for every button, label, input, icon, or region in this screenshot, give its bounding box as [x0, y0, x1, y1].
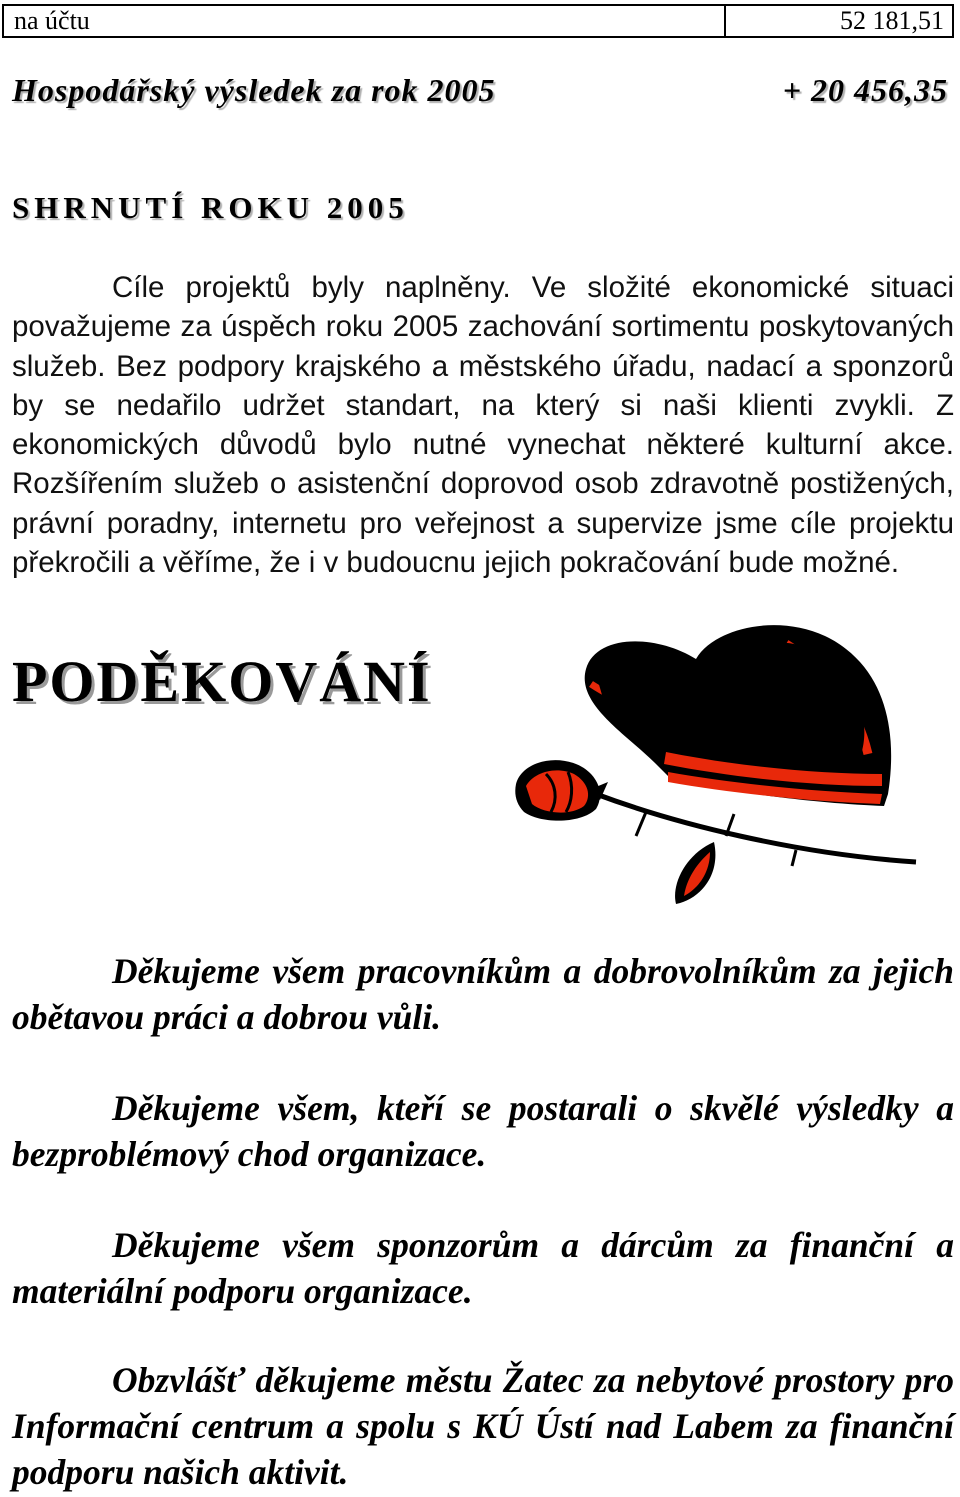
heart-box-rose-illustration [496, 614, 936, 914]
thanks-paragraph-city: Obzvlášť děkujeme městu Žatec za nebytové prostory pro Informační centrum a spolu s KÚ Ústí nad Labem za finanční podporu našich aktivit. [12, 1360, 954, 1492]
balance-value: 52 181,51 [840, 6, 944, 35]
summary-paragraph: Cíle projektů byly naplněny. Ve složité ekonomické situaci považujeme za úspěch roku 2005 zachování sortimentu poskytovaných služeb. Bez podpory krajského a městského úřadu, nadací a sponzorů by se nedařilo udržet standart, na který si naši klienti zvykli. Z ekonomických důvodů bylo nutné vynechat některé kulturní akce. Rozšířením služeb o asistenční doprovod osob zdravotně postižených, právní poradny, internetu pro veřejnost a supervize jsme cíle projektu překročili a věříme, že i v budoucnu jejich pokračování bude možné. [12, 271, 954, 580]
heart-box [585, 625, 891, 806]
thanks-paragraph-sponsors: Děkujeme všem sponzorům a dárcům za finanční a materiální podporu organizace. [12, 1225, 954, 1311]
economic-result-value: + 20 456,35 [782, 72, 948, 108]
economic-result-row [12, 72, 948, 112]
thanks-paragraph-staff: Děkujeme všem pracovníkům a dobrovolníkům za jejich obětavou práci a dobrou vůli. [12, 951, 954, 1037]
economic-result-label: Hospodářský výsledek za rok 2005 [12, 72, 496, 108]
thanks-heading: PODĚKOVÁNÍ [12, 649, 432, 714]
balance-label: na účtu [4, 6, 726, 36]
account-balance-table [2, 4, 954, 38]
thanks-paragraph-results: Děkujeme všem, kteří se postarali o skvělé výsledky a bezproblémový chod organizace. [12, 1088, 954, 1174]
summary-heading: SHRNUTÍ ROKU 2005 [12, 190, 409, 225]
